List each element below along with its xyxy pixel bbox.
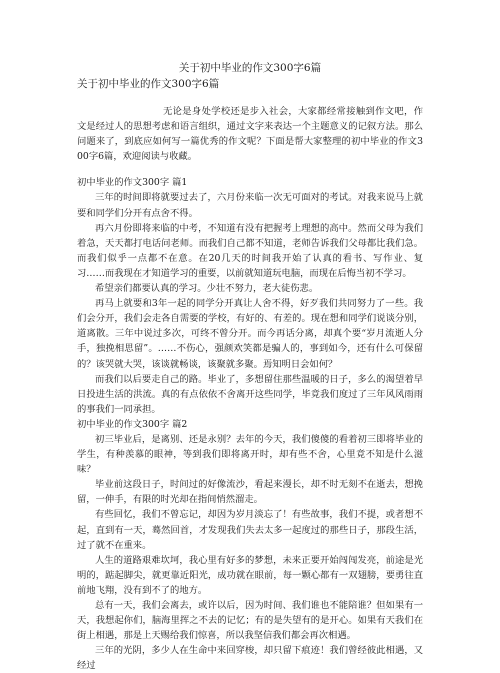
intro-paragraph: 无论是身处学校还是步入社会，大家都经常接触到作文吧，作文是经过人的思想考虑和语言组织，通过文字来表达一个主题意义的记叙方法。那么问题来了，到底应如何写一篇优秀的作文呢？下面是帮大家整理的初中毕业的作文300字6篇，欢迎阅读与收藏。 [77,106,423,163]
document-subtitle: 关于初中毕业的作文300字6篇 [77,78,220,90]
document-body [77,104,423,673]
body-paragraph: 初三毕业后，是离别、还是永别？去年的今天，我们傻傻的看着初三即将毕业的学生，有种羡慕的眼神，等到我们即将离开时，却有些不舍，心里竟不知是什么滋味？ [77,433,423,476]
section-heading: 初中毕业的作文300字 篇2 [77,418,188,430]
body-paragraph: 总有一天，我们会离去，或许以后，因为时间、我们谁也不能陪谁？但如果有一天，我想起你们，脑海里挥之不去的记忆；有的是失望有的是开心。如果有天我们在街上相遇，那是上天赐给我们惊喜，所以我坚信我们都会再次相遇。 [77,600,423,642]
body-paragraph: 三年的光阴，多少人在生命中来回穿梭，却只留下痕迹！我们曾经彼此相遇，又经过 [77,645,423,672]
body-paragraph: 毕业前这段日子，时间过的好像流沙，看起来漫长，却不时无刻不在逝去，想挽留，一伸手，有限的时光却在指间悄然溜走。 [77,479,423,506]
document-title: 关于初中毕业的作文300字6篇 [178,62,322,74]
body-paragraph: 三年的时间即将就要过去了，六月份来临一次无可面对的考试。对我来说马上就要和同学们分开有点舍不得。 [77,192,423,219]
body-paragraph: 再马上就要和3年一起的同学分开真让人舍不得，好歹我们共同努力了一些。我们会分开，我们会走各自需要的学校，有好的、有差的。现在想和同学们说谈分别，道离散。三年中说过多次，可终不曾分开。而今再话分离，却真个要“岁月流逝人分手，独挽相思留”。……不伤心，强颜欢笑都是骗人的，事到如今，还有什么可保留的？该哭就大哭，该谈就畅谈，该聚就多聚。焉知明日会如何？ [77,298,423,370]
body-paragraph: 再六月份即将来临的中考，不知道有没有把握考上理想的高中。然而父母为我们着急，天天都打电话问老师。而我们自己都不知道，老师告诉我们父母都比我们急。而我们似乎一点都不在意。在20几天的时间我开始了认真的看书、写作业、复习……而我现在才知道学习的重要，以前就知道玩电脑，而现在后悔当初不学习。 [77,222,423,279]
body-paragraph: 希望亲们都要认真的学习。少壮不努力，老大徒伤悲。 [95,283,319,295]
body-paragraph: 而我们以后要走自己的路。毕业了，多想留住那些温暖的日子，多么的渴望着早日投进生活的洪流。真的有点依依不舍离开这些同学，毕竟我们度过了三年风风雨雨的事我们一同承担。 [77,373,423,415]
body-paragraph: 有些回忆，我们不曾忘记，却因为岁月淡忘了！有些故事，我们不提，或者想不起，直到有一天，蓦然回首，才发现我们失去太多一起度过的那些日子，那段生活，过了就不在重来。 [77,509,423,551]
section-heading: 初中毕业的作文300字 篇1 [77,177,188,189]
body-paragraph: 人生的道路艰难坎坷，我心里有好多的梦想，未来正要开始闯闯发亮，前途是光明的，踮起脚尖，就更靠近阳光，成功就在眼前，每一颗心都有一双翅膀，要勇往直前地飞翔，没有到不了的地方。 [77,554,423,596]
